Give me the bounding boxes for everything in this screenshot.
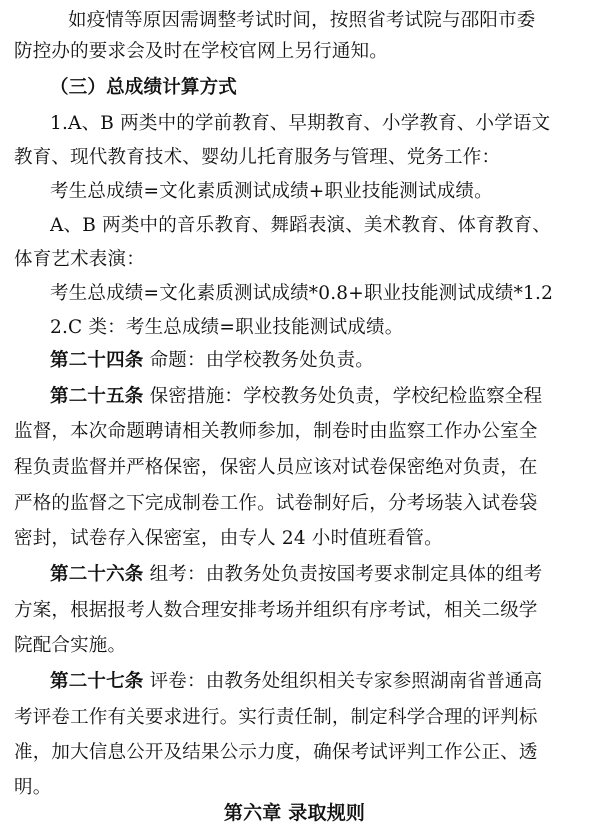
article-label: 第二十四条	[50, 350, 144, 371]
formula-line	[50, 174, 589, 210]
paragraph-line	[14, 521, 589, 557]
line-text: 评卷：由教务处组织相关专家参照湖南省普通高	[143, 671, 543, 692]
article-label: 第二十七条	[50, 671, 144, 692]
paragraph-line	[14, 735, 589, 771]
line-text: 明。	[14, 777, 52, 798]
section-heading-text: （三）总成绩计算方式	[50, 77, 238, 98]
line-text: 院配合实施。	[14, 635, 127, 656]
formula-line	[50, 310, 589, 346]
article-26	[50, 557, 589, 593]
paragraph-line	[14, 486, 589, 522]
paragraph-line	[14, 628, 589, 664]
article-25	[50, 379, 589, 415]
line-text: 严格的监督之下完成制卷工作。试卷制好后，分考场装入试卷袋	[14, 493, 538, 514]
paragraph-line	[14, 700, 589, 736]
chapter-heading	[0, 795, 589, 831]
line-text: 组考：由教务处负责按国考要求制定具体的组考	[143, 564, 543, 585]
line-text: 保密措施：学校教务处负责，学校纪检监察全程	[143, 386, 543, 407]
line-text: 2.C 类：考生总成绩=职业技能测试成绩。	[50, 317, 404, 338]
section-heading	[50, 70, 589, 106]
paragraph-line	[50, 106, 589, 142]
line-text: 考生总成绩=文化素质测试成绩*0.8+职业技能测试成绩*1.2	[50, 283, 554, 304]
line-text: 准，加大信息公开及结果公示力度，确保考试评判工作公正、透	[14, 742, 538, 763]
line-text: 方案，根据报考人数合理安排考场并组织有序考试，相关二级学	[14, 600, 538, 621]
article-label: 第二十五条	[50, 386, 144, 407]
paragraph-line	[14, 593, 589, 629]
line-text: 体育艺术表演：	[14, 249, 145, 270]
line-text: 考生总成绩=文化素质测试成绩+职业技能测试成绩。	[50, 181, 493, 202]
article-24	[50, 343, 589, 379]
formula-line	[50, 276, 589, 312]
article-label: 第二十六条	[50, 564, 144, 585]
line-text: 1.A、B 两类中的学前教育、早期教育、小学教育、小学语文	[50, 113, 551, 134]
paragraph-line	[14, 414, 589, 450]
chapter-heading-text: 第六章 录取规则	[223, 802, 366, 824]
line-text: 教育、现代教育技术、婴幼儿托育服务与管理、党务工作：	[14, 147, 501, 168]
paragraph-line	[14, 450, 589, 486]
line-text: 密封，试卷存入保密室，由专人 24 小时值班看管。	[14, 528, 443, 549]
paragraph-line	[14, 140, 589, 176]
line-text: 命题：由学校教务处负责。	[143, 350, 374, 371]
line-text: 考评卷工作有关要求进行。实行责任制，制定科学合理的评判标	[14, 707, 538, 728]
paragraph-line	[14, 34, 589, 70]
paragraph-line	[14, 242, 589, 278]
line-text: 监督，本次命题聘请相关教师参加，制卷时由监察工作办公室全	[14, 421, 538, 442]
line-text: A、B 两类中的音乐教育、舞蹈表演、美术教育、体育教育、	[50, 215, 551, 236]
article-27	[50, 664, 589, 700]
line-text: 防控办的要求会及时在学校官网上另行通知。	[14, 41, 389, 62]
line-text: 程负责监督并严格保密，保密人员应该对试卷保密绝对负责，在	[14, 457, 538, 478]
paragraph-line	[50, 208, 589, 244]
line-text: 如疫情等原因需调整考试时间，按照省考试院与邵阳市委	[68, 10, 536, 31]
